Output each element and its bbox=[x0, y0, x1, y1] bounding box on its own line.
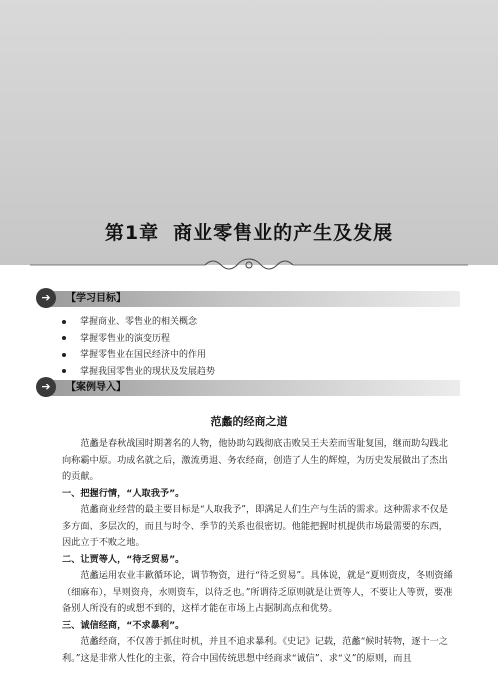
case-title: 范蠡的经商之道 bbox=[210, 415, 288, 428]
list-item: 掌握零售业的演变历程 bbox=[62, 331, 215, 348]
section-heading: 三、诚信经商，“不求暴利”。 bbox=[62, 619, 185, 631]
learning-goals-bar bbox=[40, 291, 460, 307]
list-item: 掌握零售业在国民经济中的作用 bbox=[62, 347, 215, 364]
chapter-title bbox=[0, 218, 498, 245]
list-item: 掌握商业、零售业的相关概念 bbox=[62, 314, 215, 331]
list-item: 掌握我国零售业的现状及发展趋势 bbox=[62, 364, 215, 381]
intro-paragraph: 范蠡是春秋战国时期著名的人物，他协助勾践彻底击败吴王夫差而雪耻复国，继而助勾践北向称霸中原。功成名就之后，激流勇退、务农经商，创造了人生的辉煌，为历史发展做出了杰出的贡献。 bbox=[62, 438, 448, 482]
section-paragraph: 范蠡经商，不仅善于抓住时机，并且不追求暴利。《史记》记载，范蠡“候时转物，逐十一之利。”这是非常人性化的主张，符合中国传统思想中经商求“诚信”、求“义”的原则，而且 bbox=[62, 636, 448, 664]
section-paragraph: 范蠡运用农业丰歉循环论，调节物资，进行“待乏贸易”。具体说，就是“夏则资皮，冬则资絺（细麻布），旱则资舟，水则资车，以待乏也。”所谓待乏原则就是让贾等人，不要让人等贾，要准备别人所没有的或想不到的，这样才能在市场上占据制高点和优势。 bbox=[62, 570, 453, 614]
arrow-icon: ➔ bbox=[36, 377, 56, 397]
case-intro-label: 【案例导入】 bbox=[66, 382, 126, 393]
section-heading: 二、让贾等人，“待乏贸易”。 bbox=[62, 553, 185, 565]
case-intro-bar bbox=[40, 380, 460, 396]
section-paragraph: 范蠡商业经营的最主要目标是“人取我予”，即满足人们生产与生活的需求。这种需求不仅是多方面、多层次的，而且与时令、季节的关系也很密切。他能把握时机提供市场最需要的东西，因此立于不败之地。 bbox=[62, 504, 449, 548]
arrow-icon: ➔ bbox=[36, 288, 56, 308]
section-heading: 一、把握行情，“人取我予”。 bbox=[62, 487, 185, 499]
ornament-divider bbox=[0, 255, 498, 275]
learning-goals-label: 【学习目标】 bbox=[66, 293, 126, 304]
case-body bbox=[62, 436, 454, 667]
learning-goals-list bbox=[62, 314, 215, 380]
chapter-name: 商业零售业的产生及发展 bbox=[173, 222, 394, 244]
chapter-number: 第1章 bbox=[104, 222, 160, 244]
